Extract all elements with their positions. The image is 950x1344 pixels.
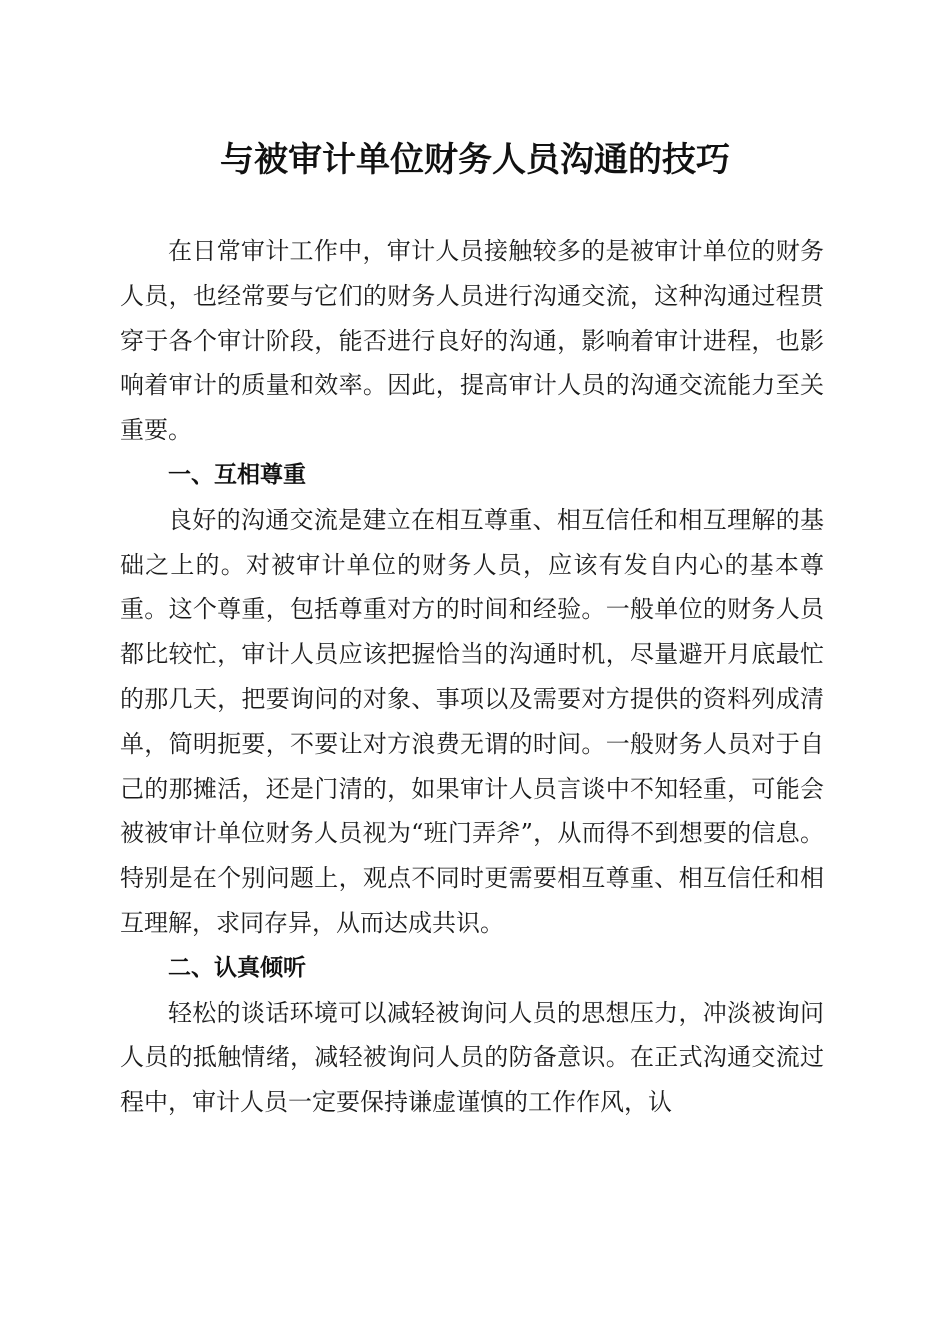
- section-heading-listening: 二、认真倾听: [168, 954, 306, 981]
- section-paragraph-respect: 良好的沟通交流是建立在相互尊重、相互信任和相互理解的基础之上的。对被审计单位的财务人员，应该有发自内心的基本尊重。这个尊重，包括尊重对方的时间和经验。一般单位的财务人员都比较忙，审计人员应该把握恰当的沟通时机，尽量避开月底最忙的那几天，把要询问的对象、事项以及需要对方提供的资料列成清单，简明扼要，不要让对方浪费无谓的时间。一般财务人员对于自己的那摊活，还是门清的，如果审计人员言谈中不知轻重，可能会被被审计单位财务人员视为“班门弄斧”，从而得不到想要的信息。特别是在个别问题上，观点不同时更需要相互尊重、相互信任和相互理解，求同存异，从而达成共识。: [120, 505, 824, 937]
- document-body: [120, 229, 824, 1125]
- document-title: 与被审计单位财务人员沟通的技巧: [220, 140, 730, 180]
- section-paragraph-listening: 轻松的谈话环境可以减轻被询问人员的思想压力，冲淡被询问人员的抵触情绪，减轻被询问人员的防备意识。在正式沟通交流过程中，审计人员一定要保持谦虚谨慎的工作作风，认: [120, 998, 824, 1117]
- section-heading-respect: 一、互相尊重: [168, 461, 306, 488]
- intro-paragraph: 在日常审计工作中，审计人员接触较多的是被审计单位的财务人员，也经常要与它们的财务人员进行沟通交流，这种沟通过程贯穿于各个审计阶段，能否进行良好的沟通，影响着审计进程，也影响着审计的质量和效率。因此，提高审计人员的沟通交流能力至关重要。: [120, 237, 824, 445]
